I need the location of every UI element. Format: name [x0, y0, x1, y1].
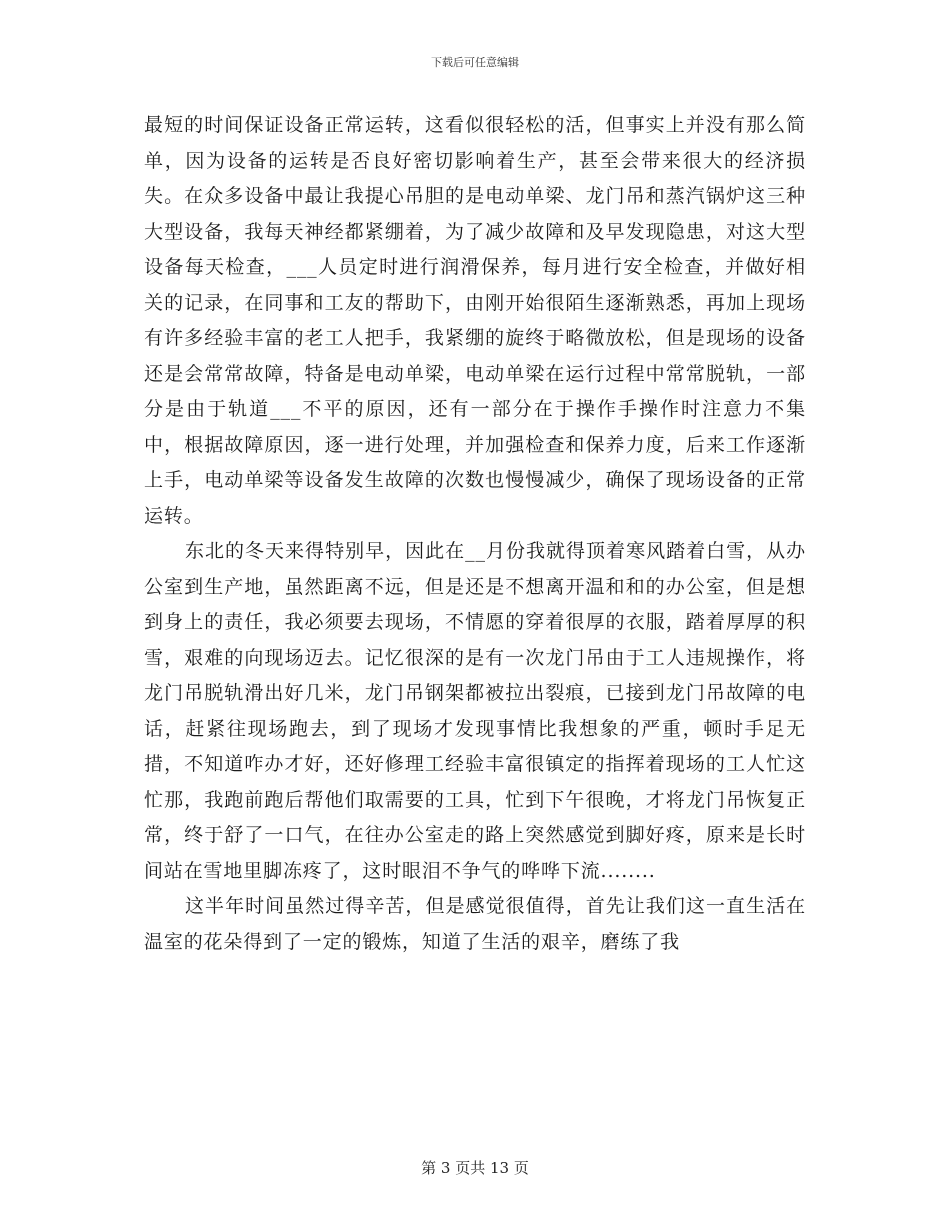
- paragraph-winter: 东北的冬天来得特别早，因此在__月份我就得顶着寒风踏着白雪，从办公室到生产地，虽然距离不远，但是还是不想离开温和和的办公室，但是想到身上的责任，我必须要去现场，不情愿的穿着很厚的衣服，踏着厚厚的积雪，艰难的向现场迈去。记忆很深的是有一次龙门吊由于工人违规操作，将龙门吊脱轨滑出好几米，龙门吊钢架都被拉出裂痕，已接到龙门吊故障的电话，赶紧往现场跑去，到了现场才发现事情比我想象的严重，顿时手足无措，不知道咋办才好，还好修理工经验丰富很镇定的指挥着现场的工人忙这忙那，我跑前跑后帮他们取需要的工具，忙到下午很晚，才将龙门吊恢复正常，终于舒了一口气，在往办公室走的路上突然感觉到脚好疼，原来是长时间站在雪地里脚冻疼了，这时眼泪不争气的哗哗下流........: [144, 540, 806, 882]
- paragraph-continuation: 最短的时间保证设备正常运转，这看似很轻松的活，但事实上并没有那么简单，因为设备的运转是否良好密切影响着生产，甚至会带来很大的经济损失。在众多设备中最让我提心吊胆的是电动单梁、龙门吊和蒸汽锅炉这三种大型设备，我每天神经都紧绷着，为了减少故障和及早发现隐患，对这大型设备每天检查，___人员定时进行润滑保养，每月进行安全检查，并做好相关的记录，在同事和工友的帮助下，由刚开始很陌生逐渐熟悉，再加上现场有许多经验丰富的老工人把手，我紧绷的旋终于略微放松，但是现场的设备还是会常常故障，特备是电动单梁，电动单梁在运行过程中常常脱轨，一部分是由于轨道___不平的原因，还有一部分在于操作手操作时注意力不集中，根据故障原因，逐一进行处理，并加强检查和保养力度，后来工作逐渐上手，电动单梁等设备发生故障的次数也慢慢减少，确保了现场设备的正常运转。: [144, 114, 806, 527]
- document-body: [144, 108, 806, 960]
- page-number: 第 3 页共 13 页: [421, 1159, 529, 1177]
- paragraph-reflection: 这半年时间虽然过得辛苦，但是感觉很值得，首先让我们这一直生活在温室的花朵得到了一定的锻炼，知道了生活的艰辛，磨练了我: [144, 895, 806, 953]
- page-header: 下载后可任意编辑: [431, 56, 519, 69]
